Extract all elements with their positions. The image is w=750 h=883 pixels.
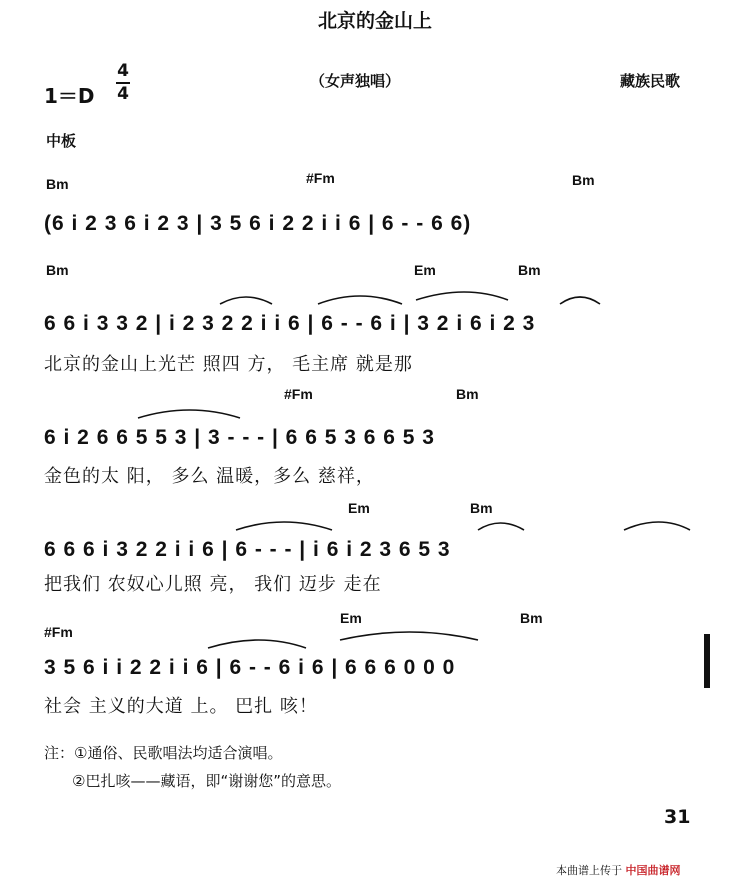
performance-note: （女声独唱） [310, 72, 401, 90]
notation-line: (6 i 2 3 6 i 2 3 | 3 5 6 i 2 2 i i 6 | 6 - - 6 6) [44, 212, 472, 235]
footnote-1: 注：①通俗、民歌唱法均适合演唱。 [44, 744, 283, 762]
slur [138, 410, 240, 418]
chord-label: Bm [456, 386, 479, 402]
slur [478, 523, 524, 530]
song-origin: 藏族民歌 [620, 72, 681, 90]
chord-label: Bm [46, 262, 69, 278]
footer-brand[interactable]: 中国曲谱网 [625, 864, 681, 877]
footer-credit [556, 862, 681, 878]
tempo-marking: 中板 [46, 132, 77, 150]
chord-label: Bm [46, 176, 69, 192]
footer-prefix: 本曲谱上传于 [556, 864, 622, 877]
slur [318, 296, 402, 304]
song-title: 北京的金山上 [317, 10, 432, 32]
chord-label: Em [414, 262, 436, 278]
slur [624, 522, 690, 530]
chord-label: #Fm [306, 170, 335, 186]
time-sig-denominator: 4 [117, 84, 129, 104]
slur [208, 640, 306, 648]
chord-label: Em [348, 500, 370, 516]
chord-label: Bm [518, 262, 541, 278]
key-signature: 1＝D [44, 84, 95, 108]
notation-line: 6 i 2 6 6 5 5 3 | 3 - - - | 6 6 5 3 6 6 5 3 [44, 426, 435, 449]
chord-label: Em [340, 610, 362, 626]
slur [340, 632, 478, 640]
page-number: 31 [664, 806, 691, 828]
notation-line: 6 6 6 i 3 2 2 i i 6 | 6 - - - | i 6 i 2 3 6 5 3 [44, 538, 451, 561]
notation-line: 3 5 6 i i 2 2 i i 6 | 6 - - 6 i 6 | 6 6 6 0 0 0 [44, 656, 456, 679]
footnote-2: ②巴扎咳——藏语，即“谢谢您”的意思。 [72, 772, 341, 790]
chord-label: Bm [470, 500, 493, 516]
chord-label: #Fm [44, 624, 73, 640]
chord-label: Bm [572, 172, 595, 188]
lyrics-line: 北京的金山上光芒 照四 方， 毛主席 就是那 [44, 354, 413, 375]
slur [236, 522, 332, 530]
slur [416, 292, 508, 300]
lyrics-line: 金色的太 阳， 多么 温暖，多么 慈祥， [44, 466, 375, 487]
time-sig-numerator: 4 [117, 61, 129, 81]
slur [220, 297, 272, 304]
lyrics-line: 把我们 农奴心儿照 亮， 我们 迈步 走在 [44, 574, 382, 595]
slur [560, 297, 600, 304]
chord-label: Bm [520, 610, 543, 626]
chord-label: #Fm [284, 386, 313, 402]
lyrics-line: 社会 主义的大道 上。 巴扎 咳！ [44, 696, 318, 717]
notation-line: 6 6 i 3 3 2 | i 2 3 2 2 i i 6 | 6 - - 6 i | 3 2 i 6 i 2 3 [44, 312, 536, 335]
